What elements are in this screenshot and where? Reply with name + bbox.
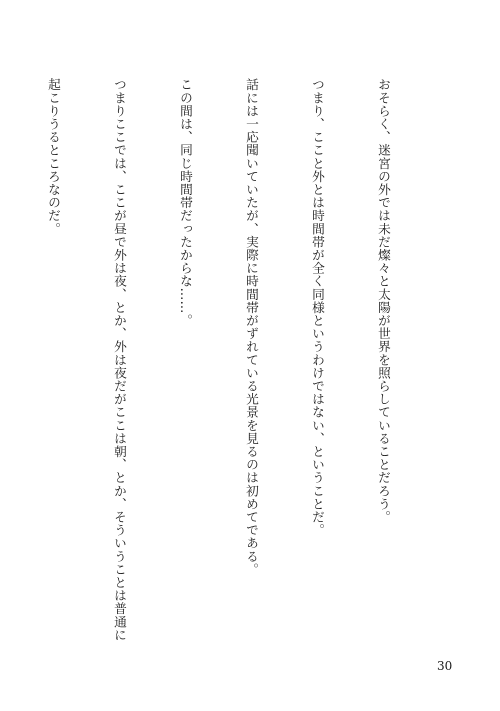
page-number: 30 (437, 659, 453, 673)
body-text (0, 78, 438, 658)
text-line: この間は、同じ時間帯だったからな……。 (178, 78, 193, 327)
text-line: つまりここでは、ここが昼で外は夜、とか、外は夜だがここは朝、とか、そういうことは普通に (112, 78, 127, 642)
text-line: 話には一応聞いていたが、実際に時間帯がずれている光景を見るのは初めてである。 (244, 78, 259, 576)
text-line: つまり、ここと外とは時間帯が全く同様というわけではない、ということだ。 (310, 78, 325, 537)
text-line: おそらく、迷宮の外では未だ燦々と太陽が世界を照らしていることだろう。 (376, 78, 391, 524)
text-line: 起こりうるところなのだ。 (46, 78, 61, 236)
